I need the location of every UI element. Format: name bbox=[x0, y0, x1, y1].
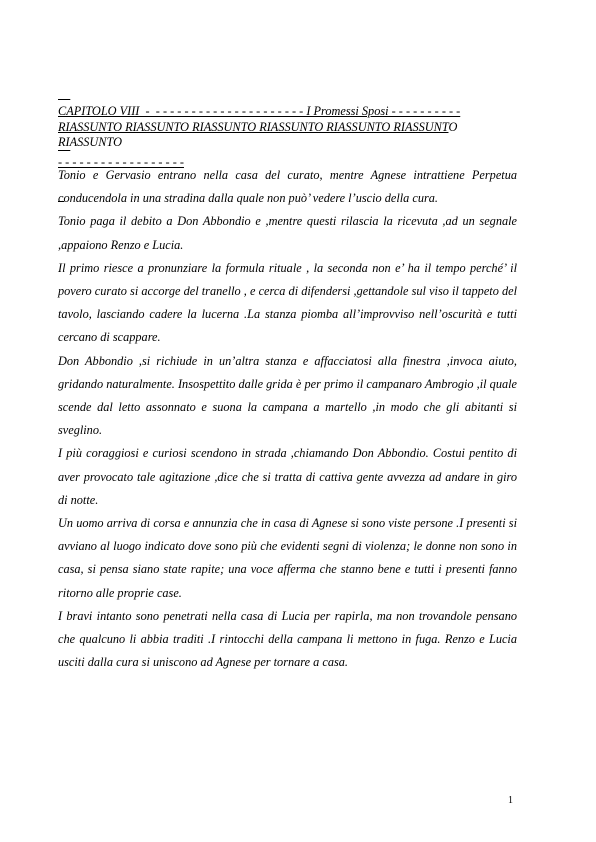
chapter-heading-line-2: - - - - - - - - - - - - - - - - - - bbox=[58, 155, 184, 169]
paragraph: Don Abbondio ,si richiude in un’altra stanza e affacciatosi alla finestra ,invoca aiuto, gridando naturalmente. Insospettito dalle grida è per primo il campanaro Ambrogio ,il quale scende dal letto assonnato e suona la campana a martello ,in modo che gli abitanti si sveglino. bbox=[58, 353, 517, 438]
paragraph: Tonio paga il debito a Don Abbondio e ,mentre questi rilascia la ricevuta ,ad un segnale ,appaiono Renzo e Lucia. bbox=[58, 214, 517, 252]
paragraph: I bravi intanto sono penetrati nella casa di Lucia per rapirla, ma non trovandole pensano che qualcuno li abbia traditi .I rintocchi della campana li mettono in fuga. Renzo e Lucia usciti dalla cura si uniscono ad Agnese per tornare a casa. bbox=[58, 608, 517, 670]
summary-heading bbox=[58, 120, 538, 150]
paragraph: Tonio e Gervasio entrano nella casa del curato, mentre Agnese intrattiene Perpetua conducendola in una stradina dalla quale non può’ vedere l’uscio della cura. bbox=[58, 168, 517, 206]
summary-heading-rest: O bbox=[448, 120, 458, 134]
paragraph: Un uomo arriva di corsa e annunzia che in casa di Agnese si sono viste persone .I presenti si avviano al luogo indicato dove sono più che evidenti segni di violenza; le donne non sono in casa, si pensa siano state rapite; una voce afferma che stanno bene e tutti i presenti fanno ritorno alle proprie case. bbox=[58, 516, 517, 600]
summary-heading-line-2: RIASSUNTO bbox=[58, 135, 122, 149]
summary-heading-underlined: RIASSUNTO RIASSUNTO RIASSUNTO RIASSUNTO RIASSUNTO RIASSUNT bbox=[58, 120, 449, 134]
paragraph: I più coraggiosi e curiosi scendono in strada ,chiamando Don Abbondio. Costui pentito di aver provocato tale agitazione ,dice che si tratta di cattiva gente avvezza ad andare in giro di notte. bbox=[58, 446, 517, 507]
paragraph: Il primo riesce a pronunziare la formula rituale , la seconda non e’ ha il tempo perché’ il povero curato si accorge del tranello , e cerca di difendersi ,gettandole sul viso il tappeto del tavolo, lasciando cadere la lucerna .La stanza piomba all’improvviso nell’oscurità e tutti cercano di scappare. bbox=[58, 260, 517, 345]
chapter-heading-line-1: CAPITOLO VIII - - - - - - - - - - - - - - - - - - - - - - I Promessi Sposi - - - - - - - - - - bbox=[58, 104, 461, 118]
page-number: 1 bbox=[508, 795, 513, 806]
summary-body bbox=[58, 164, 517, 674]
